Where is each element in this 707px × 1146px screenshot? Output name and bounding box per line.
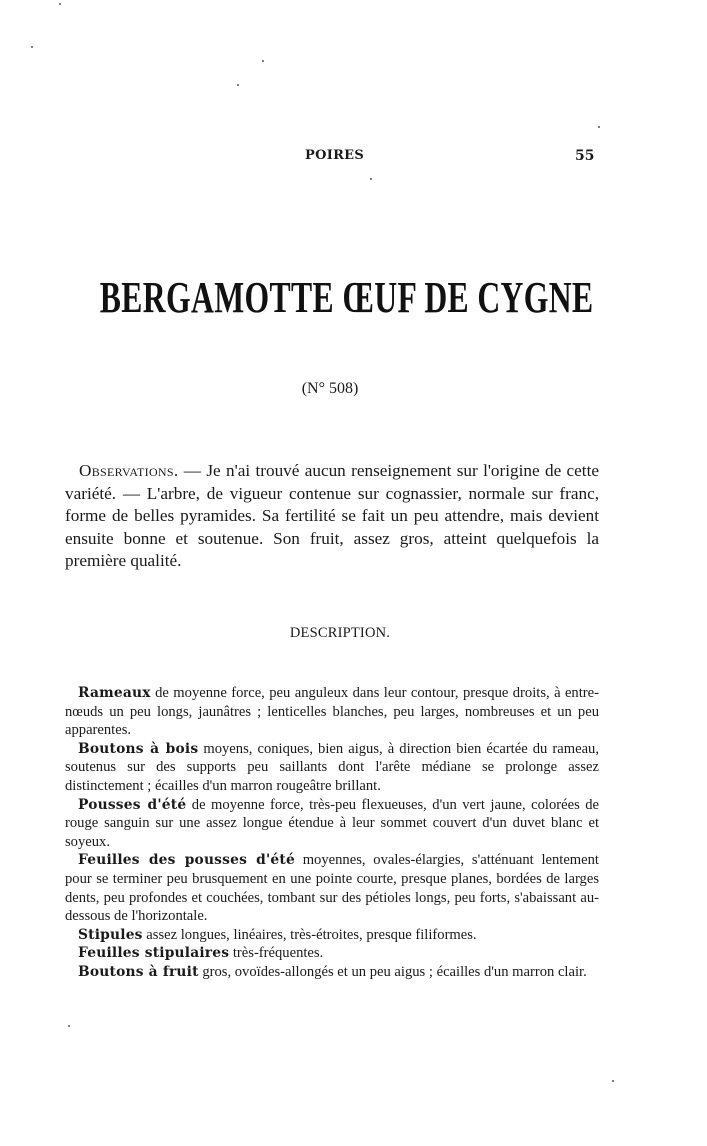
- scan-speck: [59, 3, 61, 5]
- scan-speck: [370, 178, 372, 180]
- catalog-number: (N° 508): [301, 380, 359, 397]
- scan-speck: [68, 1025, 70, 1027]
- observations-paragraph: [65, 460, 599, 573]
- observations-section: [65, 460, 599, 573]
- description-text: de moyenne force, peu anguleux dans leur contour, presque droits, à entre-nœuds un peu longs, jaunâtres ; lenticelles blanches, peu larges, nombreuses et un peu apparentes.: [65, 685, 599, 739]
- description-section: [65, 684, 599, 982]
- scan-speck: [237, 84, 239, 86]
- description-term: Stipules: [78, 926, 143, 943]
- description-text: moyens, coniques, bien aigus, à direction bien écartée du rameau, soutenus sur des supports peu saillants dont l'arête médiane se prolonge assez distinctement ; écailles d'un marron rougeâtre brillant.: [65, 740, 599, 794]
- description-text: gros, ovoïdes-allongés et un peu aigus ; écailles d'un marron clair.: [198, 963, 587, 980]
- description-entry-feuilles-des-pousses: [65, 851, 599, 925]
- scan-speck: [262, 60, 264, 62]
- running-head: [0, 148, 707, 168]
- description-text: moyennes, ovales-élargies, s'atténuant lentement pour se terminer peu brusquement en une pointe courte, presque planes, bordées de larges dents, peu profondes et couchées, tombant sur des pétioles longs, peu forts, s'abaissant au-dessous de l'horizontale.: [65, 852, 599, 925]
- observations-text: — Je n'ai trouvé aucun renseignement sur l'origine de cette variété. — L'arbre, de vigueur contenue sur cognassier, normale sur franc, forme de belles pyramides. Sa fertilité se fait un peu attendre, mais devient ensuite bonne et soutenue. Son fruit, assez gros, atteint quelquefois la première qualité.: [65, 461, 599, 570]
- description-term: Boutons à fruit: [78, 963, 199, 980]
- description-term: Feuilles stipulaires: [78, 945, 230, 962]
- scan-speck: [612, 1080, 614, 1082]
- description-text: assez longues, linéaires, très-étroites, presque filiformes.: [142, 926, 477, 943]
- scan-speck: [31, 46, 33, 48]
- description-entry-boutons-a-bois: [65, 740, 599, 796]
- description-entry-boutons-a-fruit: [65, 963, 599, 982]
- description-term: Feuilles des pousses d'été: [78, 852, 295, 869]
- description-entry-rameaux: [65, 684, 599, 740]
- section-title: POIRES: [305, 148, 365, 163]
- description-term: Pousses d'été: [78, 796, 187, 813]
- description-term: Boutons à bois: [78, 740, 199, 757]
- description-text: de moyenne force, très-peu flexueuses, d'un vert jaune, colorées de rouge sanguin sur une assez longue étendue à leur sommet couvert d'un duvet blanc et soyeux.: [65, 796, 599, 850]
- description-heading: DESCRIPTION.: [289, 625, 391, 641]
- description-text: très-fréquentes.: [229, 945, 324, 962]
- description-entry-stipules: [65, 926, 599, 945]
- scan-speck: [598, 126, 600, 128]
- description-entry-pousses-d-ete: [65, 796, 599, 852]
- variety-title: BERGAMOTTE ŒUF DE CYGNE: [99, 273, 594, 322]
- description-entry-feuilles-stipulaires: [65, 944, 599, 963]
- observations-lead: Observations.: [79, 461, 179, 480]
- page-number: 55: [575, 148, 595, 164]
- description-term: Rameaux: [78, 685, 151, 701]
